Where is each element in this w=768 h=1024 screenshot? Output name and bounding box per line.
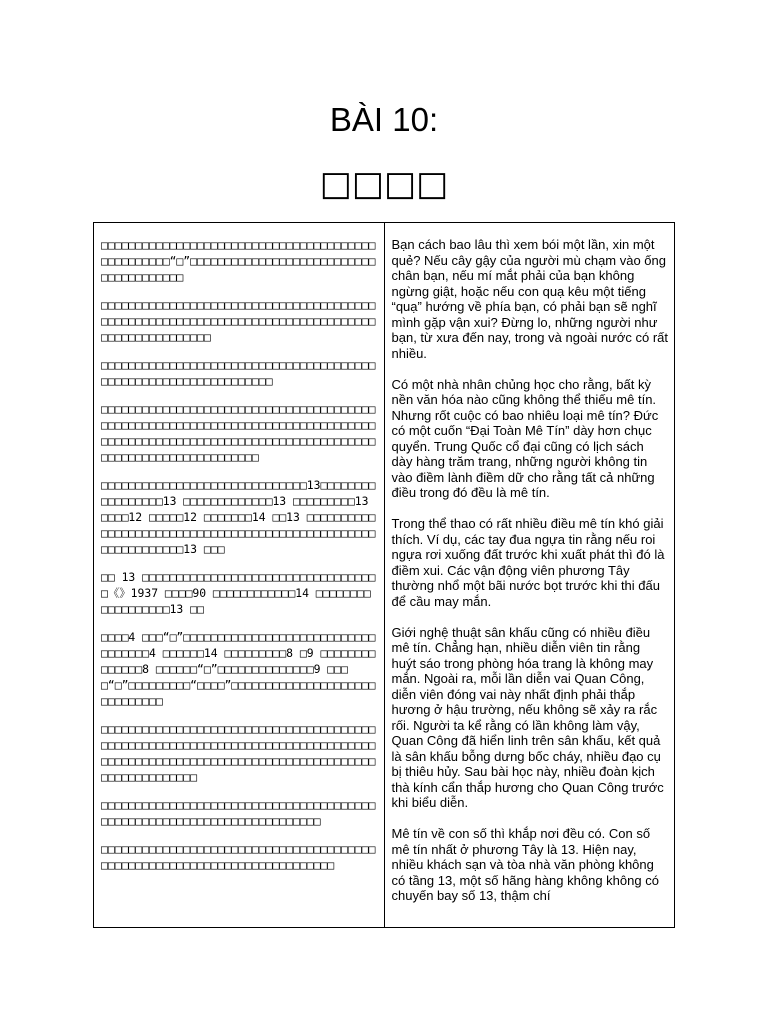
bilingual-table [93, 222, 675, 928]
chinese-paragraph-7: □□□□4 □□□“□”□□□□□□□□□□□□□□□□□□□□□□□□□□□□□□□□□□□4 □□□□□□14 □□□□□□□□□8 □9 □□□□□□□□□□□□□□8 □□□□□□“□”□□□□□□□□□□□□□□9 □□□□“□”□□□□□□□□□“□□□□”□□□□□□□□□□□□□□□□□□□□□□□□□□□□□□ [101, 630, 376, 708]
vietnamese-paragraph-1: Bạn cách bao lâu thì xem bói một lần, xin một quẻ? Nếu cây gậy của người mù chạm vào ống chân bạn, nếu mí mắt phải của bạn không ngừng giật, hoặc nếu con quạ kêu một tiếng “quạ” hướng về phía bạn, có phải bạn sẽ nghĩ mình gặp vận xui? Đừng lo, những người như bạn, từ xưa đến nay, trong và ngoài nước có rất nhiều. [391, 237, 668, 361]
vietnamese-paragraph-4: Giới nghệ thuật sân khấu cũng có nhiều điều mê tín. Chẳng hạn, nhiều diễn viên tin rằng huýt sáo trong phòng hóa trang là không may mắn. Ngoài ra, mỗi lần diễn vai Quan Công, diễn viên đóng vai này nhất định phải thắp hương ở hậu trường, nếu không sẽ xảy ra rắc rối. Người ta kể rằng có lần không làm vậy, Quan Công đã hiển linh trên sân khấu, kết quả là sân khấu bỗng dưng bốc cháy, nhiều đạo cụ bị thiêu hủy. Sau bài học này, nhiều đoàn kịch thà kính cẩn thắp hương cho Quan Công trước khi biểu diễn. [391, 624, 664, 810]
chinese-paragraph-3: □□□□□□□□□□□□□□□□□□□□□□□□□□□□□□□□□□□□□□□□□□□□□□□□□□□□□□□□□□□□□□□□□ [101, 358, 376, 388]
chinese-paragraph-5: □□□□□□□□□□□□□□□□□□□□□□□□□□□□□□13□□□□□□□□□□□□□□□□□13 □□□□□□□□□□□□□13 □□□□□□□□□13 □□□□12 □□□□□12 □□□□□□□14 □□13 □□□□□□□□□□□□□□□□□□□□□□□□□□□□□□□□□□□□□□□□□□□□□□□□□□□□□□□□□□□□□□13 □□□ [101, 478, 376, 556]
vietnamese-paragraph-3: Trong thể thao có rất nhiều điều mê tín khó giải thích. Ví dụ, các tay đua ngựa tin rằng nếu roi ngựa rơi xuống đất trước khi xuất phát thì đó là điềm xui. Các vận động viên phương Tây thường nhổ một bãi nước bọt trước khi thi đấu để cầu may mắn. [391, 516, 665, 609]
chinese-column [94, 223, 385, 927]
chinese-paragraph-1: □□□□□□□□□□□□□□□□□□□□□□□□□□□□□□□□□□□□□□□□□□□□□□□□□□“□”□□□□□□□□□□□□□□□□□□□□□□□□□□□□□□□□□□□□□□□ [101, 238, 376, 284]
chinese-paragraph-2: □□□□□□□□□□□□□□□□□□□□□□□□□□□□□□□□□□□□□□□□□□□□□□□□□□□□□□□□□□□□□□□□□□□□□□□□□□□□□□□□□□□□□□□□□□□□□□□□ [101, 298, 376, 344]
chinese-paragraph-6: □□ 13 □□□□□□□□□□□□□□□□□□□□□□□□□□□□□□□□□□□《》1937 □□□□90 □□□□□□□□□□□□14 □□□□□□□□□□□□□□□□□□13 □□ [101, 570, 376, 616]
vietnamese-paragraph-5: Mê tín về con số thì khắp nơi đều có. Con số mê tín nhất ở phương Tây là 13. Hiện nay, nhiều khách sạn và tòa nhà văn phòng không có tầng 13, một số hãng hàng không không có chuyến bay số 13, thậm chí [391, 826, 659, 903]
lesson-title: BÀI 10: [329, 101, 439, 138]
chinese-paragraph-8: □□□□□□□□□□□□□□□□□□□□□□□□□□□□□□□□□□□□□□□□□□□□□□□□□□□□□□□□□□□□□□□□□□□□□□□□□□□□□□□□□□□□□□□□□□□□□□□□□□□□□□□□□□□□□□□□□□□□□□□□□□□□□□□□□□□□□□ [101, 722, 376, 784]
chinese-paragraph-4: □□□□□□□□□□□□□□□□□□□□□□□□□□□□□□□□□□□□□□□□□□□□□□□□□□□□□□□□□□□□□□□□□□□□□□□□□□□□□□□□□□□□□□□□□□□□□□□□□□□□□□□□□□□□□□□□□□□□□□□□□□□□□□□□□□□□□□□□□□□□□□□ [101, 402, 376, 464]
vietnamese-column [385, 223, 675, 927]
chinese-paragraph-9: □□□□□□□□□□□□□□□□□□□□□□□□□□□□□□□□□□□□□□□□□□□□□□□□□□□□□□□□□□□□□□□□□□□□□□□□ [101, 798, 376, 828]
vietnamese-paragraph-2: Có một nhà nhân chủng học cho rằng, bất kỳ nền văn hóa nào cũng không thể thiếu mê tín. Nhưng rốt cuộc có bao nhiêu loại mê tín? Đức có một cuốn “Đại Toàn Mê Tín” dày hơn chục quyển. Trung Quốc cổ đại cũng có lịch sách dày hàng trăm trang, những người không tin vào điềm lành điềm dữ cho rằng tất cả những điều trong đó đều là mê tín. [391, 376, 659, 500]
lesson-subtitle: □□□□ [319, 164, 449, 204]
chinese-paragraph-10: □□□□□□□□□□□□□□□□□□□□□□□□□□□□□□□□□□□□□□□□□□□□□□□□□□□□□□□□□□□□□□□□□□□□□□□□□□ [101, 842, 376, 872]
